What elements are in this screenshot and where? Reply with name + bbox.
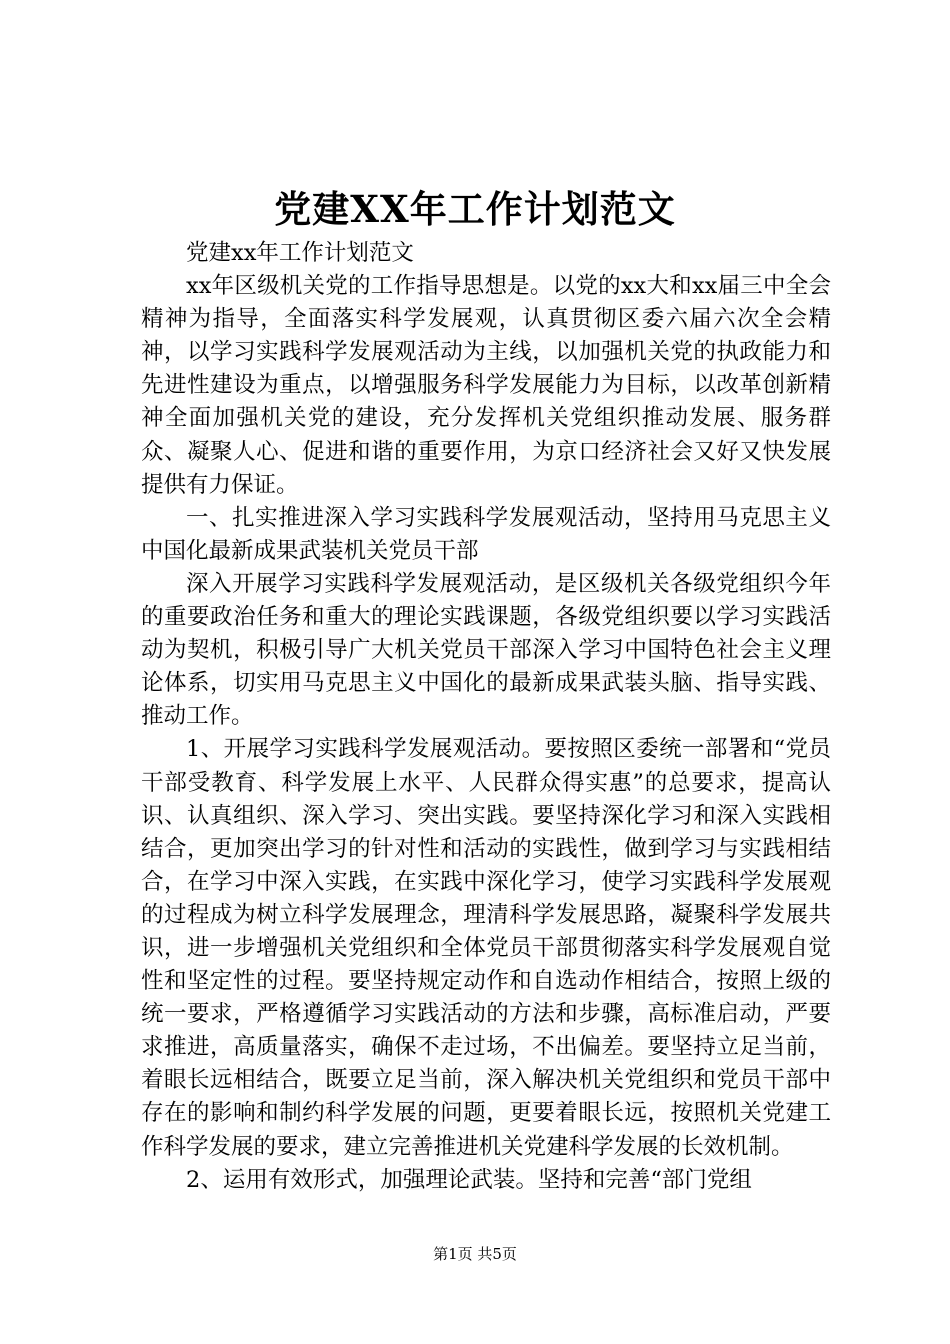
paragraph-item-two: 2、运用有效形式，加强理论武装。坚持和完善“部门党组 — [186, 1166, 752, 1193]
document-title: 党建XX年工作计划范文 — [274, 187, 676, 231]
paragraph-subtitle: 党建xx年工作计划范文 — [186, 240, 414, 266]
paragraph-guiding-ideology: xx年区级机关党的工作指导思想是。以党的xx大和xx届三中全会精神为指导，全面落实科学发展观，认真贯彻区委六届六次全会精神，以学习实践科学发展观活动为主线，以加强机关党的执政能力和先进性建设为重点，以增强服务科学发展能力为目标，以改革创新精神全面加强机关党的建设，充分发挥机关党组织推动发展、服务群众、凝聚人心、促进和谐的重要作用，为京口经济社会又好又快发展提供有力保证。 — [141, 273, 831, 498]
page-number-footer: 第1页 共5页 — [433, 1245, 517, 1263]
paragraph-item-one: 1、开展学习实践科学发展观活动。要按照区委统一部署和“党员干部受教育、科学发展上水平、人民群众得实惠”的总要求，提高认识、认真组织、深入学习、突出实践。要坚持深化学习和深入实践相结合，更加突出学习的针对性和活动的实践性，做到学习与实践相结合，在学习中深入实践，在实践中深化学习，使学习实践科学发展观的过程成为树立科学发展理念，理清科学发展思路，凝聚科学发展共识，进一步增强机关党组织和全体党员干部贯彻落实科学发展观自觉性和坚定性的过程。要坚持规定动作和自选动作相结合，按照上级的统一要求，严格遵循学习实践活动的方法和步骤，高标准启动，严要求推进，高质量落实，确保不走过场，不出偏差。要坚持立足当前，着眼长远相结合，既要立足当前，深入解决机关党组织和党员干部中存在的影响和制约科学发展的问题，更要着眼长远，按照机关党建工作科学发展的要求，建立完善推进机关党建科学发展的长效机制。 — [141, 736, 831, 1160]
paragraph-section-one-heading: 一、扎实推进深入学习实践科学发展观活动，坚持用马克思主义中国化最新成果武装机关党员干部 — [141, 504, 831, 564]
document-body — [141, 237, 831, 1197]
paragraph-section-one-body: 深入开展学习实践科学发展观活动，是区级机关各级党组织今年的重要政治任务和重大的理论实践课题，各级党组织要以学习实践活动为契机，积极引导广大机关党员干部深入学习中国特色社会主义理论体系，切实用马克思主义中国化的最新成果武装头脑、指导实践、推动工作。 — [141, 570, 831, 730]
